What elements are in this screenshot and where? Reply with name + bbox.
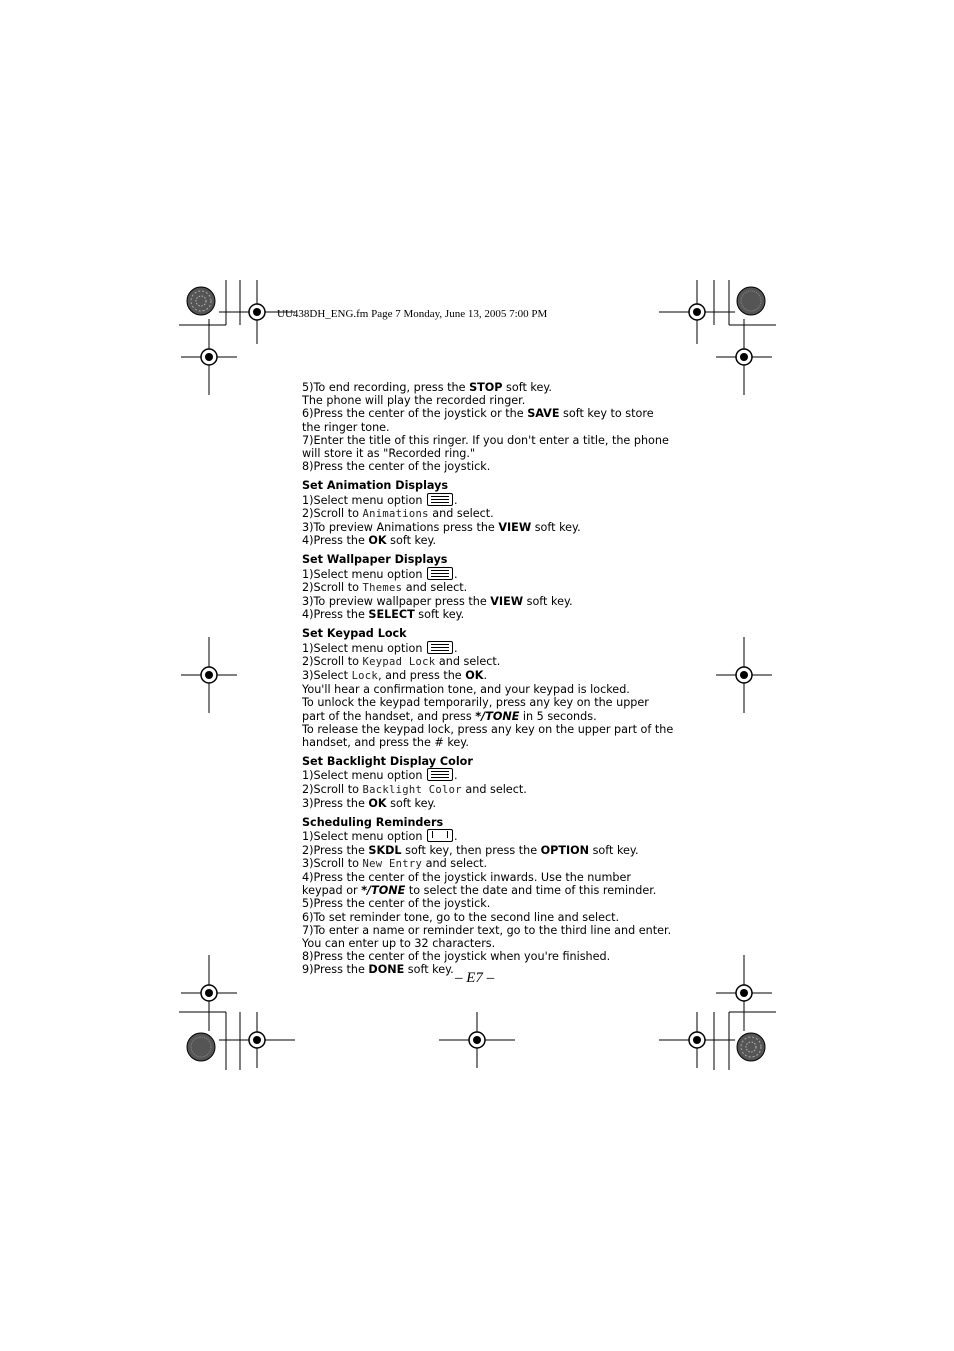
soft-key-label: VIEW [490,595,524,609]
step-2: 2)Press the SKDL soft key, then press the OPTION soft key. [302,843,639,857]
step-3: 3)To preview Animations press the VIEW soft key. [302,521,581,535]
registration-mark-icon [716,319,772,395]
menu-list-icon [427,567,453,580]
registration-mark-icon [716,955,772,1031]
step-5: 5)Press the center of the joystick. [302,897,491,911]
step-9: 9)Press the DONE soft key. [302,963,454,977]
step-3: 3)Select Lock, and press the OK. [302,669,487,683]
display-text: New Entry [362,857,423,870]
display-text: Keypad Lock [362,655,436,668]
registration-mark-icon [716,637,772,713]
section-heading: Set Animation Displays [302,479,449,493]
color-target-icon [187,1033,215,1061]
step-3: 3)To preview wallpaper press the VIEW soft key. [302,595,573,609]
key-label: */TONE [361,884,406,898]
note: You'll hear a confirmation tone, and your keypad is locked. [302,683,630,697]
step-4: 4)Press the OK soft key. [302,534,437,548]
display-text: Backlight Color [362,783,462,796]
step-7: 7)Enter the title of this ringer. If you don't enter a title, the phone will store it as "Recorded ring." [302,433,669,461]
section-heading: Set Wallpaper Displays [302,553,448,567]
menu-list-icon [427,493,453,506]
step-1: 1)Select menu option . [302,769,458,783]
display-text: Animations [362,507,429,520]
color-target-icon [737,287,765,315]
section-reminders [302,816,674,976]
section-backlight [302,755,674,810]
step-1: 1)Select menu option . [302,567,458,581]
menu-list-icon [427,641,453,654]
key-label: */TONE [475,709,520,723]
step-6: 6)Press the center of the joystick or the SAVE soft key to store the ringer tone. [302,407,654,434]
step-5: 5)To end recording, press the STOP soft key. [302,381,552,394]
step-2: 2)Scroll to Animations and select. [302,506,494,520]
menu-list-icon [427,768,453,781]
step-2: 2)Scroll to Backlight Color and select. [302,782,527,796]
registration-mark-icon [181,319,237,395]
section-heading: Set Keypad Lock [302,627,407,641]
display-text: Lock [351,670,379,683]
note: To release the keypad lock, press any key on the upper part of the handset, and press the # key. [302,722,674,750]
soft-key-label: OPTION [540,843,590,857]
step-7: 7)To enter a name or reminder text, go to the third line and enter. You can enter up to 32 characters. [302,923,672,950]
soft-key-label: OK [368,534,387,548]
soft-key-label: OK [368,796,387,810]
calendar-icon [427,829,453,842]
section-wallpaper [302,553,674,621]
soft-key-label: VIEW [498,521,532,535]
step-2: 2)Scroll to Themes and select. [302,580,468,594]
section-keypad-lock [302,627,674,749]
section-heading: Scheduling Reminders [302,816,444,830]
step-4: 4)Press the center of the joystick inwards. Use the number keypad or */TONE to select the date and time of this reminder. [302,870,657,898]
page-number: – E7 – [455,970,495,986]
step-2: 2)Scroll to Keypad Lock and select. [302,654,501,668]
step-8: 8)Press the center of the joystick. [302,460,491,474]
soft-key-label: STOP [469,381,503,394]
step-1: 1)Select menu option . [302,493,458,507]
registration-mark-icon [181,955,237,1031]
step-6: 6)To set reminder tone, go to the second line and select. [302,910,620,924]
color-target-icon [187,287,215,315]
step-3: 3)Press the OK soft key. [302,796,437,810]
step-4: 4)Press the SELECT soft key. [302,608,465,622]
step-5-note: The phone will play the recorded ringer. [302,394,526,408]
step-8: 8)Press the center of the joystick when you're finished. [302,950,611,964]
print-header: UU438DH_ENG.fm Page 7 Monday, June 13, 2005 7:00 PM [277,308,548,320]
note: To unlock the keypad temporarily, press any key on the upper part of the handset, and press */TONE in 5 seconds. [302,696,649,723]
registration-mark-icon [439,1012,515,1068]
section-heading: Set Backlight Display Color [302,755,473,769]
display-text: Themes [362,581,403,594]
soft-key-label: SKDL [368,843,402,857]
soft-key-label: SAVE [527,407,560,421]
step-3: 3)Scroll to New Entry and select. [302,856,488,870]
recording-steps [302,381,674,473]
step-1: 1)Select menu option . [302,641,458,655]
soft-key-label: OK [465,669,484,683]
registration-mark-icon [659,1012,735,1068]
soft-key-label: DONE [368,963,405,977]
registration-mark-icon [659,280,735,344]
registration-mark-icon [219,1012,295,1068]
section-animation [302,479,674,547]
manual-content [302,381,674,977]
soft-key-label: SELECT [368,608,415,622]
step-1: 1)Select menu option . [302,830,458,844]
registration-mark-icon [181,637,237,713]
color-target-icon [737,1033,765,1061]
